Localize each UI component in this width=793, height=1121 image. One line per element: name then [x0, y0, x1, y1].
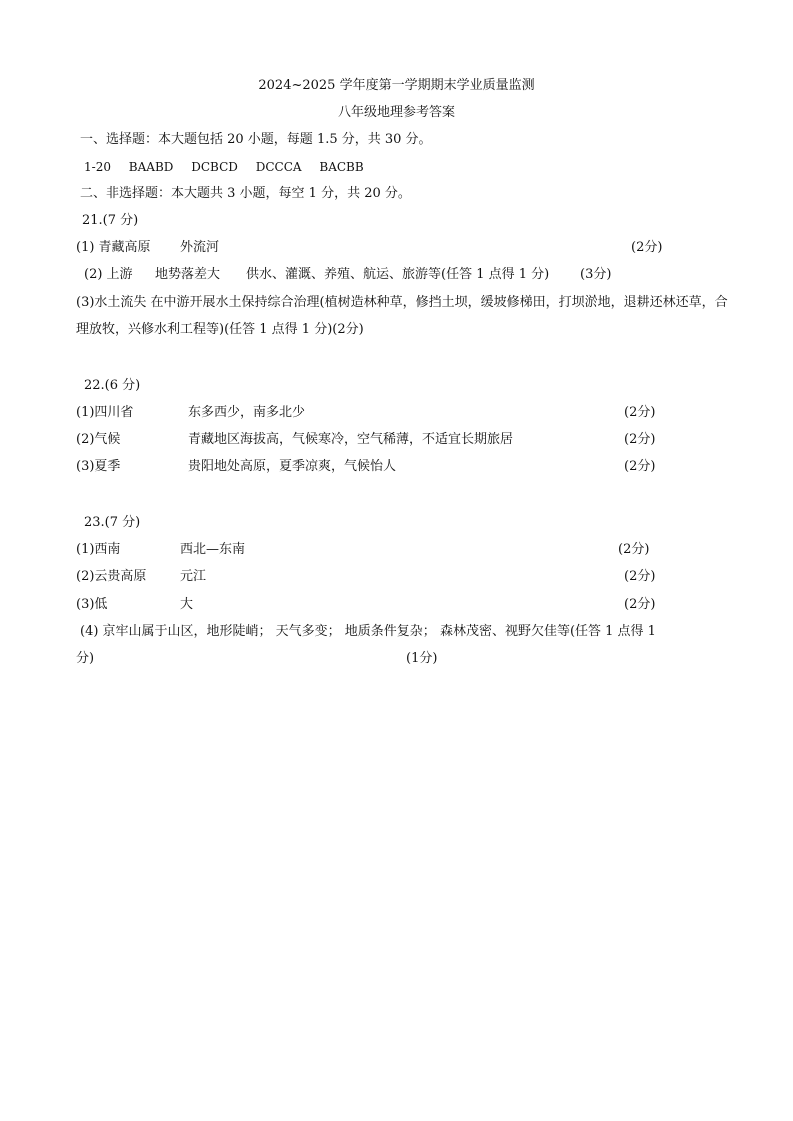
q22-heading: 22.(6 分) — [84, 378, 141, 393]
q23-2-answer: 元江 — [180, 569, 207, 584]
section2-heading: 二、非选择题：本大题共 3 小题，每空 1 分，共 20 分。 — [80, 186, 411, 201]
q23-4-score: (1分) — [406, 651, 438, 666]
q23-3-label: (3)低 — [76, 597, 108, 612]
q23-1-label: (1)西南 — [76, 542, 121, 557]
q21-1-answer: 外流河 — [180, 240, 220, 255]
choice-group: DCBCD — [191, 160, 238, 174]
q22-1-score: (2分) — [624, 405, 656, 420]
page-subtitle: 八年级地理参考答案 — [337, 105, 455, 120]
q22-2-answer: 青藏地区海拔高，气候寒冷，空气稀薄，不适宜长期旅居 — [188, 432, 514, 447]
q22-2-label: (2)气候 — [76, 432, 121, 447]
q21-2-answer2: 供水、灌溉、养殖、航运、旅游等(任答 1 点得 1 分) — [246, 267, 550, 282]
q23-4-line: (4) 京牢山属于山区，地形陡峭； 天气多变； 地质条件复杂； 森林茂密、视野欠佳等(任答 1 点得 1 — [80, 624, 656, 639]
q21-2-label: (2) 上游 — [84, 267, 133, 282]
q23-1-score: (2分) — [618, 542, 650, 557]
q22-1-answer: 东多西少，南多北少 — [188, 405, 306, 420]
q21-heading: 21.(7 分) — [82, 213, 139, 228]
q22-3-label: (3)夏季 — [76, 459, 121, 474]
q23-1-answer: 西北—东南 — [180, 542, 246, 557]
q22-3-answer: 贵阳地处高原，夏季凉爽，气候怡人 — [188, 459, 397, 474]
choice-answers — [84, 158, 378, 176]
q21-3-paragraph: (3)水土流失 在中游开展水土保持综合治理(植树造林种草，修挡土坝，缓坡修梯田，打坝淤地，退耕还林还草，合理放牧，兴修水利工程等)(任答 1 点得 1 分)(2分) — [76, 295, 728, 337]
q22-1-label: (1)四川省 — [76, 405, 134, 420]
choice-group: BACBB — [319, 160, 364, 174]
q21-2-answer1: 地势落差大 — [155, 267, 221, 282]
choice-range: 1-20 — [84, 160, 111, 174]
q23-2-label: (2)云贵高原 — [76, 569, 147, 584]
q23-2-score: (2分) — [624, 569, 656, 584]
q23-heading: 23.(7 分) — [84, 515, 141, 530]
q23-4-line-cont: 分) — [76, 651, 95, 666]
q23-3-score: (2分) — [624, 597, 656, 612]
section1-heading: 一、选择题：本大题包括 20 小题，每题 1.5 分，共 30 分。 — [80, 132, 432, 147]
q21-1-label: (1) 青藏高原 — [76, 240, 151, 255]
q22-3-score: (2分) — [624, 459, 656, 474]
page-title: 2024~2025 学年度第一学期期末学业质量监测 — [258, 78, 535, 93]
q22-2-score: (2分) — [624, 432, 656, 447]
choice-group: DCCCA — [255, 160, 302, 174]
q23-3-answer: 大 — [180, 597, 194, 612]
choice-group: BAABD — [128, 160, 174, 174]
q21-2-score: (3分) — [580, 267, 612, 282]
q21-1-score: (2分) — [631, 240, 663, 255]
